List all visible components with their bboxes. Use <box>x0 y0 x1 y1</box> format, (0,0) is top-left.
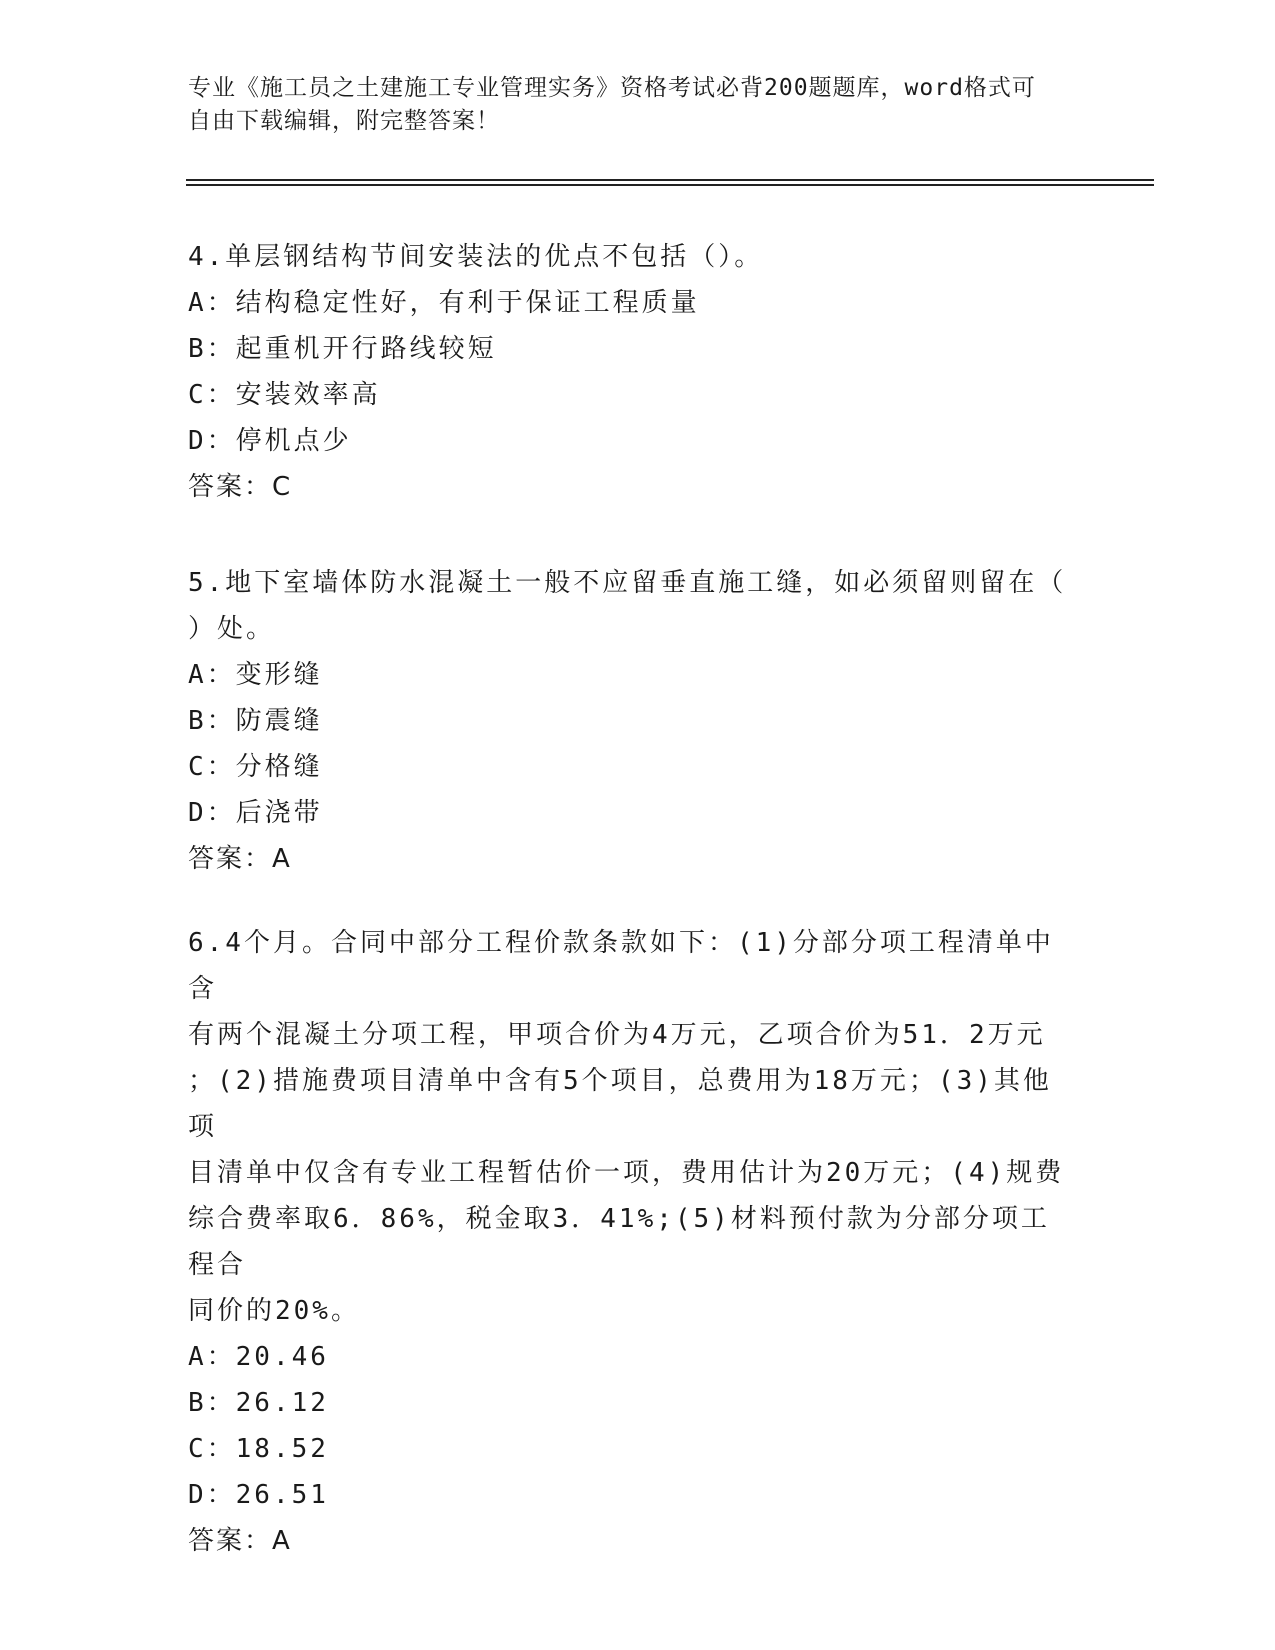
header-title-line-2: 自由下载编辑，附完整答案！ <box>188 108 500 134</box>
option-a: A：结构稳定性好，有利于保证工程质量 <box>188 288 700 318</box>
answer-label: 答案：A <box>188 1526 292 1556</box>
option-b: B：防震缝 <box>188 706 323 736</box>
option-c: C：安装效率高 <box>188 380 381 410</box>
option-c: C：18.52 <box>188 1434 329 1464</box>
option-b: B：起重机开行路线较短 <box>188 334 497 364</box>
question-stem: 4.单层钢结构节间安装法的优点不包括（）。 <box>188 242 764 272</box>
header-divider-top <box>186 179 1154 181</box>
question-4 <box>188 234 1078 510</box>
question-stem-line-1: 6.4个月。合同中部分工程价款条款如下：(1)分部分项工程清单中含 <box>188 928 1054 1004</box>
question-stem-line-1: 5.地下室墙体防水混凝土一般不应留垂直施工缝，如必须留则留在（ <box>188 568 1067 598</box>
question-6 <box>188 920 1078 1564</box>
option-c: C：分格缝 <box>188 752 323 782</box>
option-a: A：变形缝 <box>188 660 323 690</box>
answer-label: 答案：C <box>188 472 293 502</box>
question-stem-line-5: 综合费率取6．86%，税金取3．41%;(5)材料预付款为分部分项工程合 <box>188 1204 1050 1280</box>
header-title-line-1: 专业《施工员之土建施工专业管理实务》资格考试必背200题题库，word格式可 <box>188 75 1036 101</box>
header-divider-bottom <box>186 184 1154 186</box>
question-stem-line-2: 有两个混凝土分项工程，甲项合价为4万元，乙项合价为51．2万元 <box>188 1020 1046 1050</box>
question-stem-line-3: ；(2)措施费项目清单中含有5个项目，总费用为18万元；(3)其他项 <box>188 1066 1052 1142</box>
question-stem-line-4: 目清单中仅含有专业工程暂估价一项，费用估计为20万元；(4)规费 <box>188 1158 1065 1188</box>
option-d: D：停机点少 <box>188 426 352 456</box>
option-b: B：26.12 <box>188 1388 329 1418</box>
question-stem-line-6: 同价的20%。 <box>188 1296 360 1326</box>
question-stem-line-2: ）处。 <box>188 614 276 644</box>
question-5 <box>188 560 1078 882</box>
document-header <box>188 72 1068 138</box>
answer-label: 答案：A <box>188 844 292 874</box>
option-d: D：26.51 <box>188 1480 329 1510</box>
option-a: A：20.46 <box>188 1342 329 1372</box>
option-d: D：后浇带 <box>188 798 323 828</box>
